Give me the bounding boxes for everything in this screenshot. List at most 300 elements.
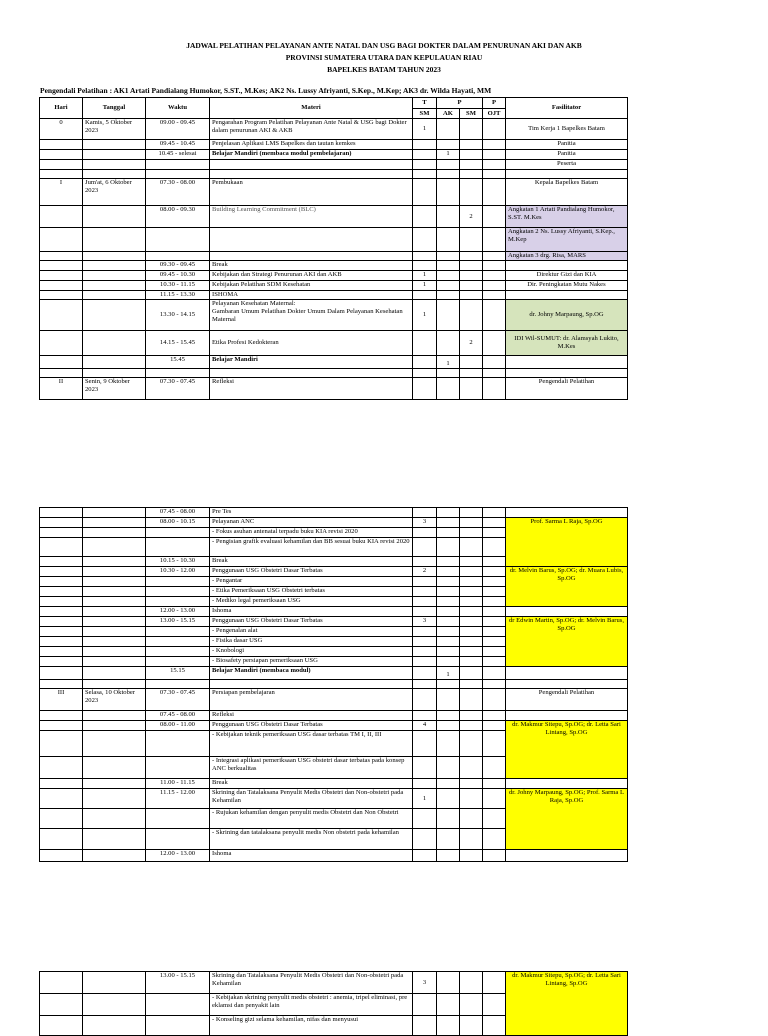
waktu-cell: 10.30 - 12.00 (146, 567, 210, 577)
materi-cell: Penjelasan Aplikasi LMS Bapelkes dan tautan kemkes (210, 140, 413, 150)
empty-cell (83, 300, 146, 331)
empty-cell (413, 689, 437, 711)
empty-cell (83, 667, 146, 680)
fasilitator-cell: Angkatan 2 Ns. Lussy Afriyanti, S.Kep., M.Kep (506, 228, 628, 252)
empty-cell (83, 577, 146, 587)
empty-cell (437, 508, 460, 518)
empty-cell (460, 378, 483, 400)
empty-cell (437, 206, 460, 228)
materi-cell: Etika Profesi Kedokteran (210, 331, 413, 356)
empty-cell (40, 680, 83, 689)
materi-cell: - Fokus asuhan antenatal terpadu buku KIA revisi 2020 (210, 528, 413, 538)
tanggal-cell: Selasa, 10 Oktober 2023 (83, 689, 146, 711)
table-row (40, 789, 628, 809)
empty-cell (460, 809, 483, 829)
table-row (40, 160, 628, 170)
table-row (40, 356, 628, 369)
fasilitator-cell: dr. Johny Marpaung, Sp.OG (506, 300, 628, 331)
tanggal-cell: Senin, 9 Oktober 2023 (83, 378, 146, 400)
materi-cell: - Biosafety persiapan pemeriksaan USG (210, 657, 413, 667)
empty-cell (483, 597, 506, 607)
empty-cell (460, 271, 483, 281)
waktu-cell: 13.30 - 14.15 (146, 300, 210, 331)
materi-cell: Skrining dan Tatalaksana Penyulit Medis Obstetri dan Non-obstetri pada Kehamilan (210, 972, 413, 994)
empty-cell (83, 281, 146, 291)
empty-cell (40, 291, 83, 300)
table-row (40, 567, 628, 577)
waktu-cell: 07.30 - 08.00 (146, 179, 210, 206)
waktu-cell: 07.45 - 08.00 (146, 508, 210, 518)
materi-cell: Refleksi (210, 711, 413, 721)
empty-cell (413, 179, 437, 206)
empty-cell (413, 667, 437, 680)
empty-cell (83, 567, 146, 577)
materi-cell: Penggunaan USG Obstetri Dasar Terbatas (210, 617, 413, 627)
empty-cell (413, 587, 437, 597)
table-row (40, 179, 628, 206)
empty-cell (146, 637, 210, 647)
materi-cell: Kebijakan Pelatihan SDM Kesehatan (210, 281, 413, 291)
doc-title-line-1: JADWAL PELATIHAN PELAYANAN ANTE NATAL DAN USG BAGI DOKTER DALAM PENURUNAN AKI DAN AKB (186, 41, 582, 50)
empty-cell (413, 378, 437, 400)
table-row (40, 689, 628, 711)
table-row (40, 291, 628, 300)
schedule-table-3 (39, 971, 628, 1036)
empty-cell (460, 994, 483, 1016)
empty-cell (483, 252, 506, 261)
table-row (40, 850, 628, 862)
empty-cell (483, 528, 506, 538)
empty-cell (483, 508, 506, 518)
empty-cell (437, 829, 460, 850)
empty-cell (483, 557, 506, 567)
materi-cell: Persiapan pembelajaran (210, 689, 413, 711)
empty-cell (483, 369, 506, 378)
empty-cell (437, 647, 460, 657)
empty-cell (460, 567, 483, 577)
ak-cell: 1 (437, 356, 460, 369)
empty-cell (413, 577, 437, 587)
table-row (40, 300, 628, 331)
empty-cell (146, 627, 210, 637)
empty-cell (83, 850, 146, 862)
empty-cell (437, 538, 460, 557)
empty-cell (437, 378, 460, 400)
empty-cell (483, 731, 506, 757)
empty-cell (437, 300, 460, 331)
empty-cell (146, 170, 210, 179)
empty-cell (40, 617, 83, 627)
empty-cell (437, 228, 460, 252)
fasilitator-cell: Panitia (506, 140, 628, 150)
empty-cell (146, 587, 210, 597)
empty-cell (460, 577, 483, 587)
empty-cell (460, 150, 483, 160)
empty-cell (437, 369, 460, 378)
table-row (40, 779, 628, 789)
empty-cell (483, 378, 506, 400)
empty-cell (483, 680, 506, 689)
empty-cell (40, 557, 83, 567)
empty-cell (83, 627, 146, 637)
empty-cell (413, 228, 437, 252)
waktu-cell: 13.00 - 15.15 (146, 972, 210, 994)
empty-cell (413, 206, 437, 228)
empty-cell (483, 261, 506, 271)
empty-cell (437, 518, 460, 528)
empty-cell (40, 731, 83, 757)
materi-cell: Pelayanan ANC (210, 518, 413, 528)
t-cell: 1 (413, 119, 437, 140)
materi-cell: - Konseling gizi selama kehamilan, nifas dan menyusui (210, 1016, 413, 1036)
empty-cell (83, 228, 146, 252)
empty-cell (83, 731, 146, 757)
empty-cell (83, 597, 146, 607)
empty-cell (483, 972, 506, 994)
waktu-cell: 07.30 - 07.45 (146, 689, 210, 711)
empty-cell (437, 627, 460, 637)
fasilitator-cell: Prof. Sarma L Raja, Sp.OG (506, 518, 628, 567)
empty-cell (210, 228, 413, 252)
empty-cell (83, 518, 146, 528)
empty-cell (146, 994, 210, 1016)
empty-cell (460, 252, 483, 261)
empty-cell (483, 647, 506, 657)
empty-cell (460, 291, 483, 300)
empty-cell (413, 637, 437, 647)
empty-cell (83, 757, 146, 779)
materi-cell: Skrining dan Tatalaksana Penyulit Medis Obstetri dan Non-obstetri pada Kehamilan (210, 789, 413, 809)
table-row (40, 508, 628, 518)
materi-cell: - Etika Pemeriksaan USG Obstetri terbatas (210, 587, 413, 597)
table-row (40, 252, 628, 261)
empty-cell (483, 271, 506, 281)
empty-cell (40, 647, 83, 657)
empty-cell (83, 331, 146, 356)
empty-cell (483, 637, 506, 647)
empty-cell (83, 160, 146, 170)
empty-cell (460, 597, 483, 607)
t-cell: 1 (413, 271, 437, 281)
empty-cell (483, 567, 506, 577)
empty-cell (40, 757, 83, 779)
empty-cell (40, 1016, 83, 1036)
empty-cell (437, 657, 460, 667)
sm2-cell: 2 (460, 331, 483, 356)
table-row (40, 150, 628, 160)
empty-cell (437, 617, 460, 627)
empty-cell (413, 809, 437, 829)
empty-cell (483, 721, 506, 731)
empty-cell (83, 721, 146, 731)
empty-cell (413, 711, 437, 721)
empty-cell (413, 528, 437, 538)
empty-cell (483, 356, 506, 369)
empty-cell (83, 557, 146, 567)
empty-cell (437, 587, 460, 597)
empty-cell (413, 508, 437, 518)
empty-cell (413, 647, 437, 657)
empty-cell (83, 617, 146, 627)
empty-cell (483, 809, 506, 829)
empty-cell (437, 170, 460, 179)
empty-cell (40, 597, 83, 607)
waktu-cell: 15.45 (146, 356, 210, 369)
empty-cell (437, 757, 460, 779)
empty-cell (40, 721, 83, 731)
empty-cell (40, 206, 83, 228)
waktu-cell: 13.00 - 15.15 (146, 617, 210, 627)
empty-cell (460, 721, 483, 731)
spacer-row (40, 680, 628, 689)
empty-cell (437, 528, 460, 538)
materi-cell: - Pengantar (210, 577, 413, 587)
materi-cell: Penggunaan USG Obstetri Dasar Terbatas (210, 721, 413, 731)
schedule-table-2 (39, 507, 628, 862)
waktu-cell: 10.45 - selesai (146, 150, 210, 160)
waktu-cell: 15.15 (146, 667, 210, 680)
empty-cell (146, 538, 210, 557)
empty-cell (413, 1016, 437, 1036)
empty-cell (83, 170, 146, 179)
empty-cell (483, 538, 506, 557)
header-fasilitator: Fasilitator (506, 98, 628, 119)
empty-cell (506, 711, 628, 721)
empty-cell (413, 291, 437, 300)
empty-cell (483, 577, 506, 587)
table-row (40, 140, 628, 150)
waktu-cell: 08.00 - 09.30 (146, 206, 210, 228)
materi-cell: Kebijakan dan Strategi Penurunan AKI dan AKB (210, 271, 413, 281)
empty-cell (437, 689, 460, 711)
doc-title-line-2: PROVINSI SUMATERA UTARA DAN KEPULAUAN RIAU (285, 53, 483, 62)
spacer-row (40, 170, 628, 179)
materi-cell: Belajar Mandiri (membaca modul) (210, 667, 413, 680)
empty-cell (146, 160, 210, 170)
empty-cell (83, 607, 146, 617)
header-p2: P (483, 98, 506, 109)
materi-cell: - Mediko legal pemeriksaan USG (210, 597, 413, 607)
empty-cell (460, 369, 483, 378)
fasilitator-cell: dr. Johny Marpaung, Sp.OG; Prof. Sarma L Raja, Sp.OG (506, 789, 628, 850)
empty-cell (40, 538, 83, 557)
empty-cell (83, 972, 146, 994)
empty-cell (506, 291, 628, 300)
materi-cell: ISHOMA (210, 291, 413, 300)
waktu-cell: 10.15 - 10.30 (146, 557, 210, 567)
empty-cell (437, 994, 460, 1016)
empty-cell (413, 356, 437, 369)
table-row (40, 119, 628, 140)
empty-cell (460, 850, 483, 862)
materi-cell: - Skrining dan tatalaksana penyulit medis Non obstetri pada kehamilan (210, 829, 413, 850)
empty-cell (40, 809, 83, 829)
empty-cell (413, 140, 437, 150)
empty-cell (483, 789, 506, 809)
waktu-cell: 09.00 - 09.45 (146, 119, 210, 140)
empty-cell (506, 779, 628, 789)
empty-cell (83, 528, 146, 538)
header-waktu: Waktu (146, 98, 210, 119)
table-row (40, 378, 628, 400)
empty-cell (483, 150, 506, 160)
empty-cell (40, 281, 83, 291)
empty-cell (40, 587, 83, 597)
empty-cell (413, 150, 437, 160)
empty-cell (437, 972, 460, 994)
materi-cell: Break (210, 261, 413, 271)
materi-cell: - Pengisian grafik evaluasi kehamilan dan BB sesuai buku KIA revisi 2020 (210, 538, 413, 557)
empty-cell (83, 206, 146, 228)
empty-cell (146, 252, 210, 261)
empty-cell (40, 994, 83, 1016)
waktu-cell: 08.00 - 10.15 (146, 518, 210, 528)
empty-cell (437, 731, 460, 757)
fasilitator-cell: dr. Makmur Sitepu, Sp.OG; dr. Letta Sari Lintang, Sp.OG (506, 972, 628, 1036)
t-cell: 1 (413, 300, 437, 331)
empty-cell (413, 170, 437, 179)
empty-cell (146, 647, 210, 657)
empty-cell (460, 829, 483, 850)
waktu-cell: 14.15 - 15.45 (146, 331, 210, 356)
empty-cell (413, 331, 437, 356)
empty-cell (506, 369, 628, 378)
empty-cell (460, 538, 483, 557)
waktu-cell: 08.00 - 11.00 (146, 721, 210, 731)
empty-cell (40, 850, 83, 862)
empty-cell (413, 538, 437, 557)
table-row (40, 667, 628, 680)
fasilitator-cell: Angkatan 1 Artati Pandialang Humokor, S.ST. M.Kes (506, 206, 628, 228)
materi-cell: Building Learning Commitment (BLC) (210, 206, 413, 228)
empty-cell (483, 711, 506, 721)
empty-cell (437, 680, 460, 689)
waktu-cell: 11.15 - 13.30 (146, 291, 210, 300)
empty-cell (460, 281, 483, 291)
empty-cell (437, 271, 460, 281)
empty-cell (437, 721, 460, 731)
empty-cell (40, 779, 83, 789)
table-row (40, 281, 628, 291)
empty-cell (146, 577, 210, 587)
empty-cell (483, 160, 506, 170)
materi-cell: - Kebijakan teknik pemeriksaan USG dasar terbatas TM I, II, III (210, 731, 413, 757)
empty-cell (146, 757, 210, 779)
ak-cell: 1 (437, 667, 460, 680)
sm2-cell: 2 (460, 206, 483, 228)
empty-cell (437, 779, 460, 789)
empty-cell (413, 850, 437, 862)
doc-title-line-3: BAPELKES BATAM TAHUN 2023 (327, 65, 441, 74)
empty-cell (40, 150, 83, 160)
empty-cell (40, 261, 83, 271)
empty-cell (483, 779, 506, 789)
empty-cell (40, 637, 83, 647)
empty-cell (460, 779, 483, 789)
empty-cell (210, 680, 413, 689)
empty-cell (413, 994, 437, 1016)
hari-cell: I (40, 179, 83, 206)
empty-cell (506, 680, 628, 689)
empty-cell (40, 252, 83, 261)
hari-cell: 0 (40, 119, 83, 140)
empty-cell (483, 689, 506, 711)
empty-cell (146, 228, 210, 252)
empty-cell (460, 680, 483, 689)
empty-cell (483, 627, 506, 637)
empty-cell (460, 757, 483, 779)
header-t: T (413, 98, 437, 109)
empty-cell (83, 291, 146, 300)
table-row (40, 721, 628, 731)
waktu-cell: 12.00 - 13.00 (146, 607, 210, 617)
materi-cell: Break (210, 779, 413, 789)
empty-cell (506, 508, 628, 518)
fasilitator-cell: dr. Melvin Barus, Sp.OG; dr. Muara Lubis, Sp.OG (506, 567, 628, 607)
empty-cell (437, 711, 460, 721)
schedule-table-1 (39, 97, 628, 400)
materi-cell: Refleksi (210, 378, 413, 400)
empty-cell (506, 261, 628, 271)
empty-cell (483, 170, 506, 179)
materi-cell: Pembukaan (210, 179, 413, 206)
empty-cell (483, 300, 506, 331)
waktu-cell: 09.30 - 09.45 (146, 261, 210, 271)
t-cell: 4 (413, 721, 437, 731)
empty-cell (40, 627, 83, 637)
empty-cell (460, 647, 483, 657)
waktu-cell: 11.15 - 12.00 (146, 789, 210, 809)
materi-cell: Ishoma (210, 607, 413, 617)
materi-cell: - Kebijakan skrining penyulit medis obstetri : anemia, tripel eliminasi, pre eklamsi dan penyakit lain (210, 994, 413, 1016)
table-row (40, 711, 628, 721)
empty-cell (460, 557, 483, 567)
empty-cell (460, 119, 483, 140)
table-row (40, 206, 628, 228)
t-cell: 1 (413, 281, 437, 291)
empty-cell (83, 538, 146, 557)
header-hari: Hari (40, 98, 83, 119)
empty-cell (460, 789, 483, 809)
empty-cell (483, 607, 506, 617)
empty-cell (460, 617, 483, 627)
empty-cell (40, 789, 83, 809)
empty-cell (460, 607, 483, 617)
materi-cell: Pelayanan Kesehatan Maternal: Gambaran Umum Pelatihan Dokter Umum Dalam Pelayanan Kesehatan Maternal (210, 300, 413, 331)
empty-cell (83, 637, 146, 647)
header-sm2: SM (460, 109, 483, 119)
t-cell: 2 (413, 567, 437, 577)
empty-cell (83, 261, 146, 271)
tanggal-cell: Kamis, 5 Oktober 2023 (83, 119, 146, 140)
t-cell: 3 (413, 972, 437, 994)
empty-cell (83, 829, 146, 850)
table-row (40, 972, 628, 994)
empty-cell (483, 119, 506, 140)
empty-cell (437, 567, 460, 577)
empty-cell (40, 331, 83, 356)
table-row (40, 261, 628, 271)
empty-cell (460, 160, 483, 170)
empty-cell (460, 140, 483, 150)
empty-cell (483, 206, 506, 228)
controller-line: Pengendali Pelatihan : AK1 Artati Pandialang Humokor, S.ST., M.Kes; AK2 Ns. Lussy Afriyanti, S.Kep., M.Kep; AK3 dr. Wilda Hayati, MM (40, 86, 492, 95)
empty-cell (83, 809, 146, 829)
fasilitator-cell: Dir. Peningkatan Mutu Nakes (506, 281, 628, 291)
materi-cell: - Integrasi aplikasi pemeriksaan USG obstetri dasar terbatas pada konsep ANC berkualitas (210, 757, 413, 779)
empty-cell (413, 597, 437, 607)
header-sm1: SM (413, 109, 437, 119)
